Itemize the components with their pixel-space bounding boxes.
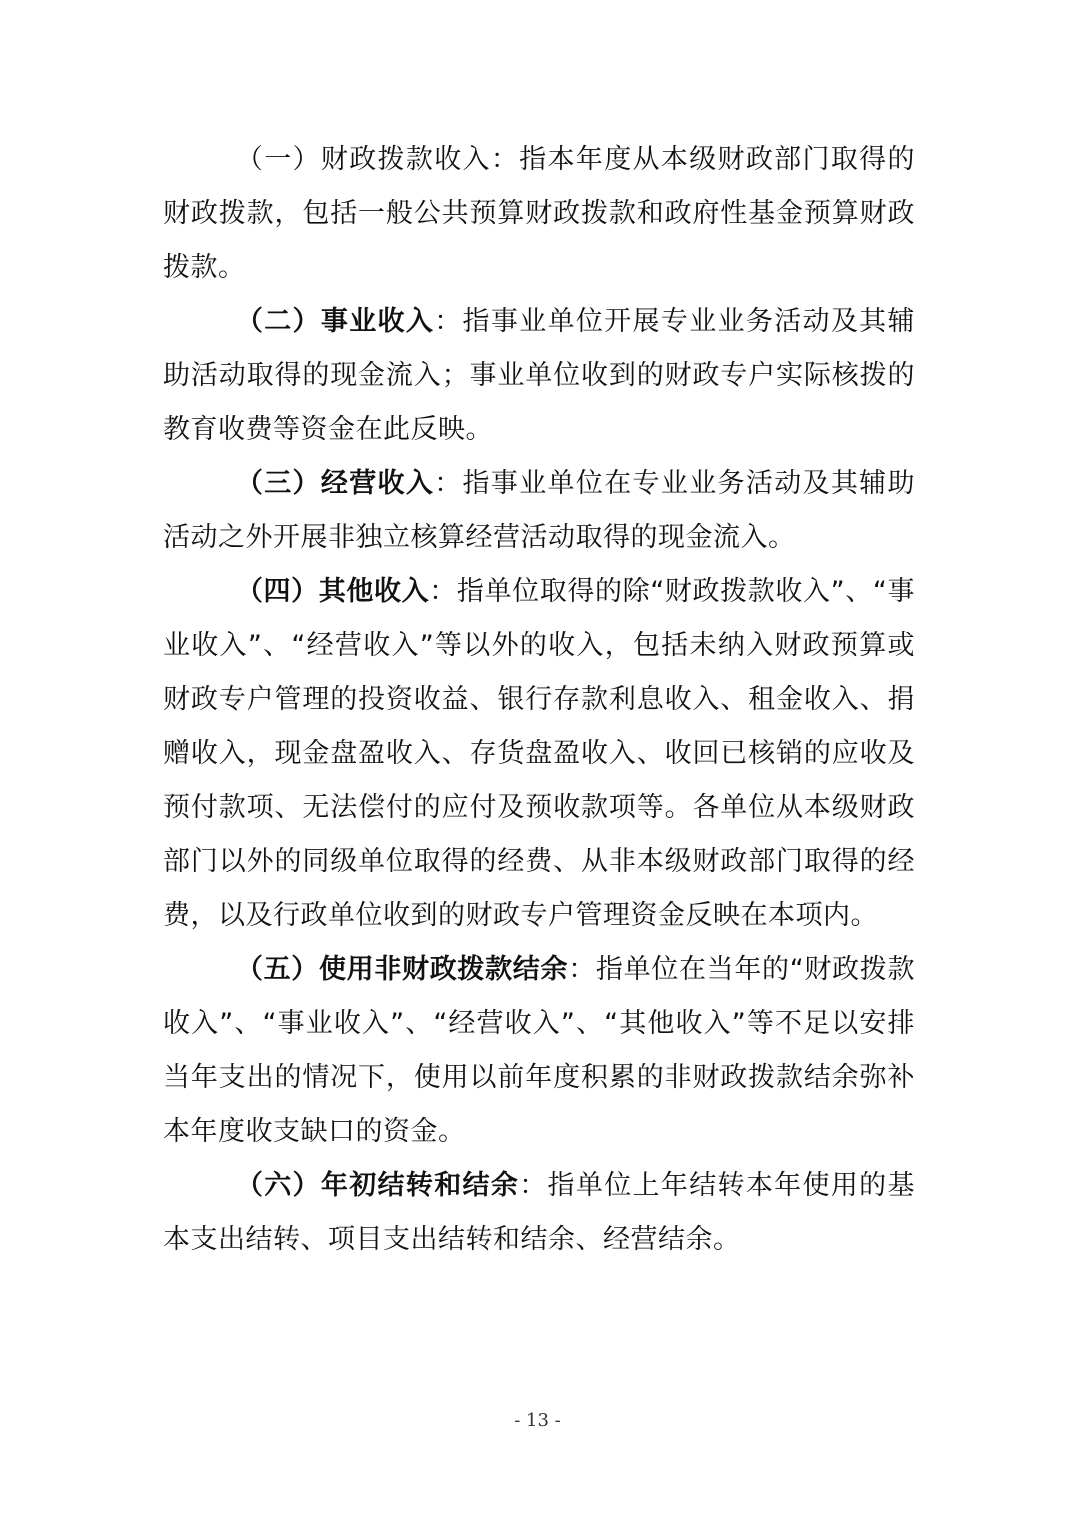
paragraph-operating-income: [163, 457, 915, 565]
definition-other-income: ：指单位取得的除“财政拨款收入”、“事业收入”、“经营收入”等以外的收入，包括未纳入财政预算或财政专户管理的投资收益、银行存款利息收入、租金收入、捐赠收入，现金盘盈收入、存货盘盈收入、收回已核销的应收及预付款项、无法偿付的应付及预收款项等。各单位从本级财政部门以外的同级单位取得的经费、从非本级财政部门取得的经费，以及行政单位收到的财政专户管理资金反映在本项内。: [163, 576, 916, 931]
term-business-income: （二）事业收入: [235, 306, 435, 337]
paragraph-business-income: [163, 295, 915, 457]
term-non-fiscal-surplus-use: （五）使用非财政拨款结余: [235, 954, 569, 985]
definition-opening-carryover-surplus: ：指单位上年结转本年使用的基本支出结转、项目支出结转和结余、经营结余。: [163, 1170, 916, 1255]
definition-fiscal-appropriation-income: ：指本年度从本级财政部门取得的财政拨款，包括一般公共预算财政拨款和政府性基金预算财政拨款。: [163, 144, 916, 283]
document-body: [163, 133, 915, 1267]
paragraph-other-income: [163, 565, 915, 943]
paragraph-fiscal-appropriation-income: [163, 133, 915, 295]
term-fiscal-appropriation-income: （一）财政拨款收入: [235, 144, 491, 175]
definition-business-income: ：指事业单位开展专业业务活动及其辅助活动取得的现金流入；事业单位收到的财政专户实际核拨的教育收费等资金在此反映。: [163, 306, 916, 445]
term-operating-income: （三）经营收入: [235, 468, 435, 499]
term-other-income: （四）其他收入: [235, 576, 430, 607]
definition-non-fiscal-surplus-use: ：指单位在当年的“财政拨款收入”、“事业收入”、“经营收入”、“其他收入”等不足以安排当年支出的情况下，使用以前年度积累的非财政拨款结余弥补本年度收支缺口的资金。: [163, 954, 915, 1147]
definition-operating-income: ：指事业单位在专业业务活动及其辅助活动之外开展非独立核算经营活动取得的现金流入。: [163, 468, 916, 553]
paragraph-opening-carryover-surplus: [163, 1159, 915, 1267]
paragraph-non-fiscal-surplus-use: [163, 943, 915, 1159]
page-number: - 13 -: [514, 1410, 561, 1431]
term-opening-carryover-surplus: （六）年初结转和结余: [235, 1170, 520, 1201]
